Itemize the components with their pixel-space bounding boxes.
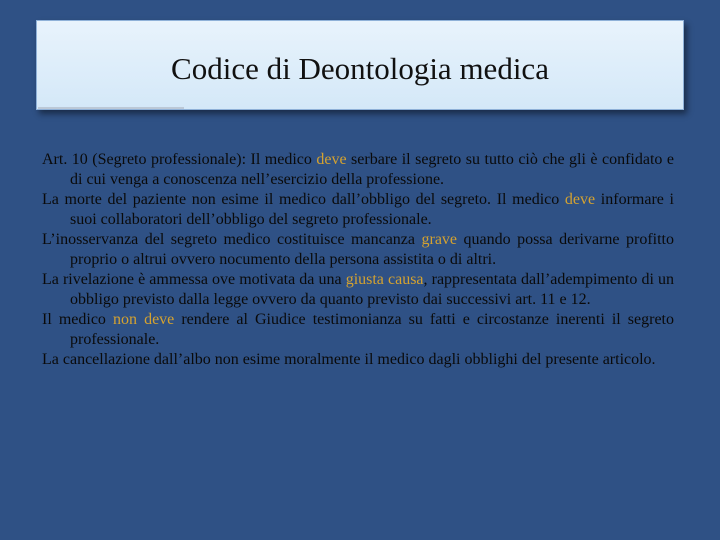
body-text xyxy=(0,150,720,530)
paragraph-text: La morte del paziente non esime il medico dall’obbligo del segreto. Il medico xyxy=(42,191,565,208)
paragraph-text: , rappresentata dall’adempimento di un obbligo previsto dalla legge ovvero da quanto previsto dai successivi art. 11 e 12. xyxy=(70,271,675,308)
title-underline xyxy=(38,107,184,109)
highlighted-term: deve xyxy=(564,191,596,208)
paragraph-6 xyxy=(42,350,674,370)
highlighted-term: deve xyxy=(316,151,347,168)
highlighted-term: giusta causa xyxy=(345,271,424,288)
highlighted-term: grave xyxy=(421,231,458,248)
paragraph-text: serbare il segreto su tutto ciò che gli è confidato e di cui venga a conoscenza nell’esercizio della professione. xyxy=(70,151,674,188)
paragraph-text: rendere al Giudice testimonianza su fatti e circostanze inerenti il segreto professionale. xyxy=(70,311,675,348)
highlighted-term: non deve xyxy=(113,311,175,328)
paragraph-4 xyxy=(42,270,674,310)
paragraph-5 xyxy=(42,310,674,350)
paragraph-text: quando possa derivarne profitto proprio o altrui ovvero nocumento della persona assistita o di altri. xyxy=(70,231,674,268)
paragraph-1 xyxy=(42,150,674,190)
page-title: Codice di Deontologia medica xyxy=(171,51,549,86)
paragraph-text: L’inosservanza del segreto medico costituisce mancanza xyxy=(42,231,422,248)
paragraph-text: La cancellazione dall’albo non esime moralmente il medico dagli obblighi del presente articolo. xyxy=(42,351,656,368)
paragraph-text: Il medico xyxy=(42,311,113,328)
paragraph-3 xyxy=(42,230,674,270)
paragraph-text: La rivelazione è ammessa ove motivata da una xyxy=(42,271,346,288)
paragraph-2 xyxy=(42,190,674,230)
paragraph-text: informare i suoi collaboratori dell’obbligo del segreto professionale. xyxy=(70,191,674,228)
paragraph-text: Art. 10 (Segreto professionale): Il medico xyxy=(42,151,317,168)
